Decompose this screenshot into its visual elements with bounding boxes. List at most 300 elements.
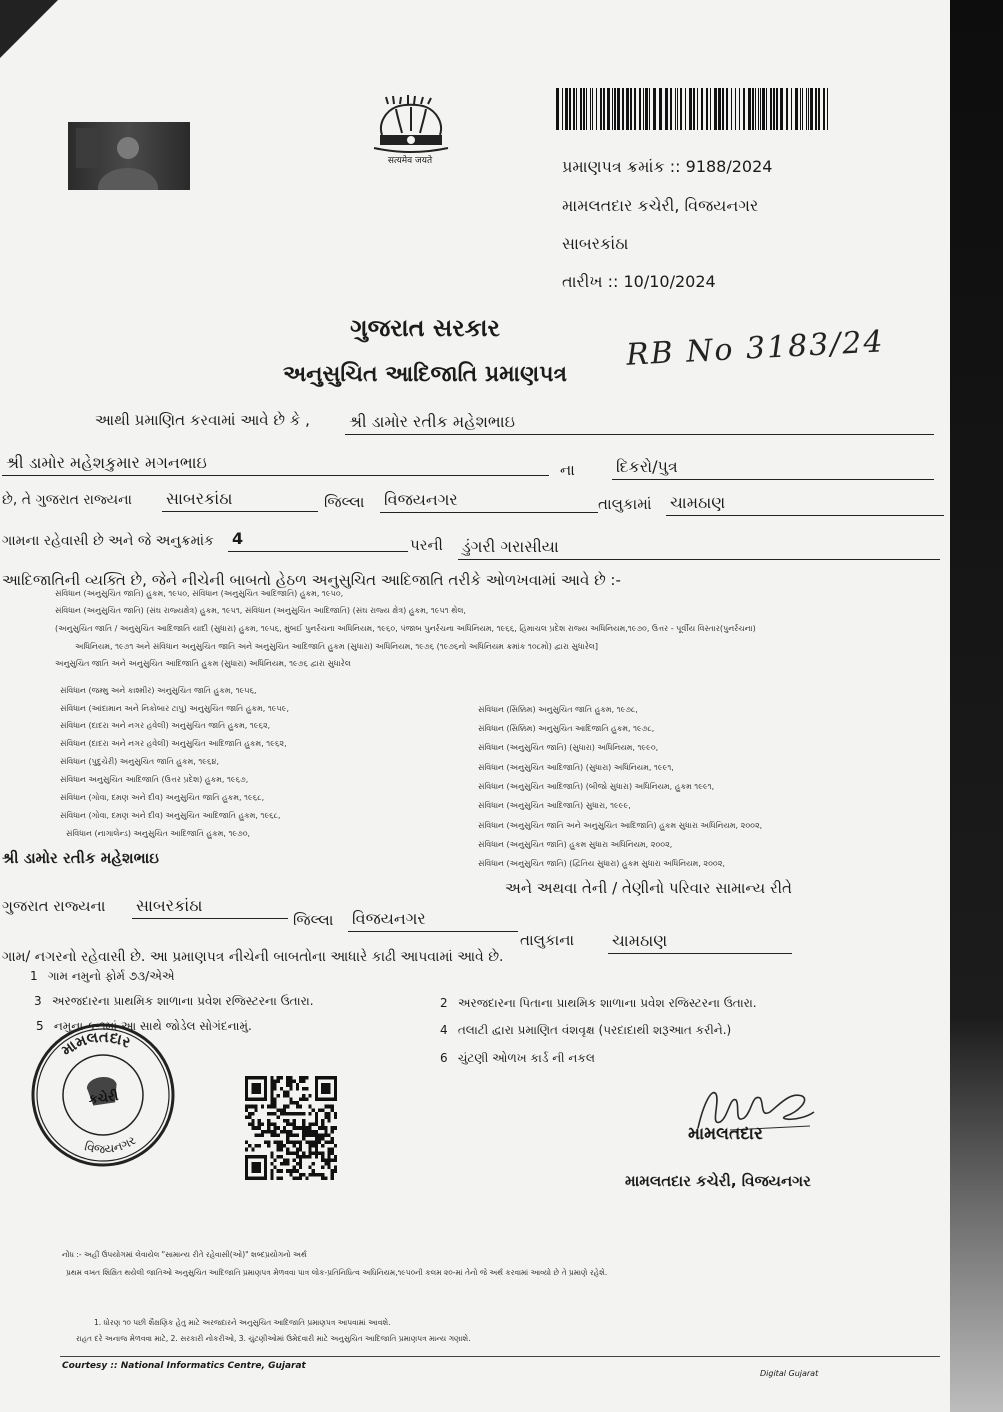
qr-module [334,1166,337,1170]
qr-module [318,1098,321,1102]
barcode-bar [776,88,778,130]
qr-module [251,1169,254,1173]
qr-module [334,1087,337,1091]
barcode-bar [562,88,563,130]
qr-module [296,1112,299,1116]
qr-module [315,1148,318,1152]
qr-module [315,1137,318,1141]
qr-module [296,1133,299,1137]
qr-module [327,1105,330,1109]
qr-module [255,1169,258,1173]
qr-module [293,1176,296,1180]
issue-date: 10/10/2024 [623,272,716,291]
qr-module [277,1144,280,1148]
qr-module [305,1141,308,1145]
qr-module [270,1094,273,1098]
barcode-bar [766,88,767,130]
barcode-bar [622,88,624,130]
qr-module [274,1098,277,1102]
barcode-bar [718,88,721,130]
acts-left-item: સંવિધાન (જમ્મુ અને કાશ્મીર) અનુસુચિત જાતિ હુકમ, ૧૯૫૬, [60,686,257,695]
qr-module [331,1148,334,1152]
barcode-bar [634,88,636,130]
qr-module [274,1166,277,1170]
qr-module [267,1144,270,1148]
qr-module [251,1087,254,1091]
acts-left-item: સંવિધાન (દાદરા અને નગર હવેલી) અનુસુચિત આદિજાતિ હુકમ, ૧૯૬૨, [60,739,287,748]
qr-module [327,1166,330,1170]
qr-module [315,1133,318,1137]
qr-module [270,1080,273,1084]
qr-module [289,1151,292,1155]
qr-module [331,1169,334,1173]
qr-module [286,1119,289,1123]
qr-module [274,1101,277,1105]
qr-module [270,1133,273,1137]
qr-module [280,1148,283,1152]
qr-module [245,1141,248,1145]
qr-module [321,1098,324,1102]
qr-module [270,1090,273,1094]
qr-module [293,1169,296,1173]
barcode-bar [697,88,698,130]
barcode-bar [791,88,792,130]
qr-module [315,1144,318,1148]
qr-module [245,1148,248,1152]
qr-module [255,1090,258,1094]
qr-module [255,1076,258,1080]
qr-module [274,1087,277,1091]
qr-module [324,1158,327,1162]
qr-module [270,1112,273,1116]
qr-module [321,1173,324,1177]
barcode-bar [773,88,775,130]
qr-module [331,1076,334,1080]
qr-module [277,1080,280,1084]
qr-module [293,1166,296,1170]
qr-module [258,1098,261,1102]
qr-module [264,1080,267,1084]
resident-person-name: શ્રી ડામોર રતીક મહેશભાઇ [2,849,159,867]
qr-module [331,1126,334,1130]
qr-module [327,1155,330,1159]
acts-intro-line: અધિનિયમ, ૧૯૭૧ અને સંવિધાન અનુસુચિત જાતિ અને અનુસુચિત આદિજાતિ હુકમ (સુધારા) અધિનિયમ, ૧૯૭૬ (૧૯૭૬નો અધિનિયમ ક્રમાંક ૧૦૮મો) દ્વારા સુધારેલ] [75,642,599,651]
qr-module [280,1176,283,1180]
barcode-bar [806,88,807,130]
barcode-bar [596,88,597,130]
qr-module [293,1112,296,1116]
qr-module [302,1119,305,1123]
barcode-bar [714,88,717,130]
barcode-bar [760,88,761,130]
qr-module [245,1176,248,1180]
qr-module [331,1151,334,1155]
acts-left-item: સંવિધાન અનુસુચિત આદિજાતિ (ઉત્તર પ્રદેશ) હુકમ, ૧૯૬૭, [60,775,249,784]
basis-item [34,993,424,1009]
qr-module [245,1115,248,1119]
qr-module [296,1083,299,1087]
qr-module [248,1112,251,1116]
acts-intro-line: અનુસુચિત જાતિ અને અનુસુચિત આદિજાતિ હુકમ (સુધારા) અધિનિયમ, ૧૯૭૬ દ્વારા સુધારેલ [55,659,351,668]
qr-module [258,1166,261,1170]
qr-module [318,1137,321,1141]
qr-module [302,1133,305,1137]
qr-module [289,1083,292,1087]
qr-module [267,1105,270,1109]
qr-module [264,1098,267,1102]
district-label: જિલ્લા [324,493,365,511]
qr-module [296,1087,299,1091]
qr-module [299,1098,302,1102]
barcode-bar [752,88,754,130]
barcode-bar [685,88,686,130]
qr-module [251,1105,254,1109]
qr-module [327,1148,330,1152]
qr-module [312,1144,315,1148]
national-emblem-icon [368,95,453,157]
qr-module [324,1130,327,1134]
qr-module [258,1162,261,1166]
qr-module [299,1144,302,1148]
qr-module [305,1087,308,1091]
qr-module [305,1076,308,1080]
barcode-bar [748,88,751,130]
basis-item-number: 1 [30,969,38,983]
qr-module [302,1080,305,1084]
qr-module [286,1080,289,1084]
qr-module [299,1076,302,1080]
qr-module [251,1076,254,1080]
barcode-bar [743,88,745,130]
qr-module [258,1090,261,1094]
qr-module [289,1141,292,1145]
qr-module [312,1108,315,1112]
qr-module [331,1108,334,1112]
qr-module [274,1130,277,1134]
qr-module [261,1105,264,1109]
qr-module [245,1087,248,1091]
qr-module [286,1158,289,1162]
qr-module [293,1126,296,1130]
qr-module [318,1141,321,1145]
qr-module [324,1090,327,1094]
qr-code [245,1076,337,1180]
barcode-bar [677,88,678,130]
barcode-bar [665,88,668,130]
qr-module [264,1141,267,1145]
qr-module [267,1119,270,1123]
barcode [556,88,831,130]
barcode-bar [802,88,803,130]
qr-module [321,1137,324,1141]
qr-module [289,1130,292,1134]
qr-module [327,1162,330,1166]
qr-module [274,1133,277,1137]
qr-module [308,1148,311,1152]
qr-module [293,1158,296,1162]
qr-module [299,1162,302,1166]
qr-module [251,1119,254,1123]
qr-module [270,1130,273,1134]
qr-module [245,1166,248,1170]
barcode-bar [815,88,817,130]
qr-module [251,1148,254,1152]
taluka-value: વિજયનગર [380,489,598,513]
basis-item-number: 6 [440,1051,448,1065]
qr-module [251,1123,254,1127]
qr-module [264,1155,267,1159]
qr-module [299,1148,302,1152]
qr-module [302,1130,305,1134]
qr-module [318,1108,321,1112]
qr-module [245,1080,248,1084]
acts-intro-line: સંવિધાન (અનુસુચિત જાતિ) (સંઘ રાજ્યક્ષેત્ર) હુકમ, ૧૯૫૧, સંવિધાન (અનુસુચિત આદિજાતિ) (સંઘ રાજ્ય ક્ષેત્ર) હુકમ, ૧૯૫૧ થેલ, [55,606,466,615]
qr-module [327,1098,330,1102]
qr-module [258,1155,261,1159]
barcode-bar [800,88,801,130]
qr-module [296,1148,299,1152]
qr-module [308,1173,311,1177]
qr-module [324,1133,327,1137]
residence-state-text: ગુજરાત રાજ્યના [2,897,106,915]
qr-module [318,1126,321,1130]
acts-right-item: સંવિધાન (અનુસુચિત જાતિ) (સુધારા) અધિનિયમ, ૧૯૯૦, [478,743,659,752]
seal-center-text: કચેરી [87,1088,120,1108]
certificate-number-row [562,157,942,177]
qr-module [286,1137,289,1141]
qr-module [315,1119,318,1123]
qr-module [293,1101,296,1105]
qr-module [280,1144,283,1148]
qr-module [286,1148,289,1152]
qr-module [286,1141,289,1145]
serial-number: 4 [228,528,408,552]
qr-module [280,1141,283,1145]
qr-module [321,1090,324,1094]
qr-module [293,1123,296,1127]
qr-module [321,1144,324,1148]
qr-module [261,1155,264,1159]
qr-module [315,1130,318,1134]
qr-module [321,1083,324,1087]
acts-intro-line: (અનુસુચિત જાતિ / અનુસુચિત આદિજાતિ યાદી (સુધારા) હુકમ, ૧૯૫૬, મુંબઈ પુનર્રચના અધિનિયમ, ૧૯૬૦, પંજાબ પુનર્રચના અધિનિયમ, ૧૯૬૬, હિમાચલ પ્રદેશ રાજ્ય અધિનિયમ,૧૯૭૦, ઉત્તર - પૂર્વીય વિસ્તાર(પુનર્રચના) [55,624,756,633]
qr-module [267,1112,270,1116]
qr-module [305,1126,308,1130]
qr-module [251,1155,254,1159]
barcode-bar [617,88,620,130]
qr-module [334,1115,337,1119]
barcode-bar [810,88,813,130]
qr-module [270,1076,273,1080]
qr-module [293,1141,296,1145]
barcode-bar [701,88,703,130]
qr-module [280,1162,283,1166]
qr-module [299,1112,302,1116]
qr-module [286,1162,289,1166]
qr-module [258,1169,261,1173]
qr-module [248,1123,251,1127]
qr-module [258,1133,261,1137]
qr-module [270,1176,273,1180]
basis-item [440,1050,900,1066]
qr-module [324,1176,327,1180]
declaration-text: આદિજાતિની વ્યક્તિ છે, જેને નીચેની બાબતો હેઠળ અનુસુચિત આદિજાતિ તરીકે ઓળખવામાં આવે છે :- [2,571,621,589]
acts-intro-line: સંવિધાન (અનુસુચિત જાતિ) હુકમ, ૧૯૫૦, સંવિધાન (અનુસુચિત આદિજાતિ) હુકમ, ૧૯૫૦, [55,589,344,598]
qr-module [302,1173,305,1177]
qr-module [283,1162,286,1166]
qr-module [267,1130,270,1134]
official-seal [18,1010,187,1179]
qr-module [267,1123,270,1127]
qr-module [334,1169,337,1173]
qr-module [270,1155,273,1159]
qr-module [267,1141,270,1145]
qr-module [255,1176,258,1180]
qr-module [331,1130,334,1134]
qr-module [324,1141,327,1145]
residence-district-label: જિલ્લા [293,911,334,929]
qr-module [327,1115,330,1119]
qr-module [321,1087,324,1091]
qr-module [270,1169,273,1173]
barcode-bar [614,88,616,130]
barcode-bar [735,88,736,130]
barcode-bar [659,88,662,130]
qr-module [305,1098,308,1102]
qr-module [318,1173,321,1177]
qr-module [264,1130,267,1134]
qr-module [308,1141,311,1145]
qr-module [280,1087,283,1091]
qr-module [331,1137,334,1141]
qr-module [324,1105,327,1109]
barcode-bar [583,88,585,130]
qr-module [270,1087,273,1091]
qr-module [321,1158,324,1162]
certificate-number: 9188/2024 [685,157,773,176]
tribe-name: ડુંગરી ગરાસીયા [458,536,940,560]
qr-module [258,1126,261,1130]
qr-module [277,1126,280,1130]
qr-module [261,1130,264,1134]
basis-item-number: 4 [440,1023,448,1037]
barcode-bar [590,88,591,130]
qr-module [289,1112,292,1116]
barcode-bar [630,88,632,130]
qr-module [327,1141,330,1145]
applicant-name: શ્રી ડામોર રતીક મહેશભાઇ [345,411,934,435]
qr-module [280,1169,283,1173]
qr-module [267,1126,270,1130]
qr-module [264,1087,267,1091]
qr-module [296,1162,299,1166]
qr-module [286,1090,289,1094]
qr-module [293,1144,296,1148]
issue-date-row [562,272,942,292]
qr-module [302,1123,305,1127]
qr-module [315,1098,318,1102]
qr-module [286,1169,289,1173]
acts-right-item: સંવિધાન (સિક્કિમ) અનુસુચિત આદિજાતિ હુકમ, ૧૯૭૮, [478,724,655,733]
qr-module [315,1141,318,1145]
qr-module [321,1108,324,1112]
qr-module [261,1176,264,1180]
qr-module [277,1148,280,1152]
qr-module [308,1133,311,1137]
seal-bottom-text: વિજયનગર [82,1133,139,1157]
qr-module [318,1133,321,1137]
qr-module [286,1112,289,1116]
barcode-bar [649,88,650,130]
qr-module [264,1173,267,1177]
qr-module [296,1126,299,1130]
qr-module [270,1123,273,1127]
qr-module [324,1098,327,1102]
barcode-bar [755,88,756,130]
footer-note-line: નોંધ :- અહીં ઉપયોગમાં લેવાયેલ "સામાન્ય રીતે રહેવાસી(ઓ)" શબ્દપ્રયોગનો અર્થ [62,1250,307,1259]
qr-module [274,1158,277,1162]
certificate-number-label: પ્રમાણપત્ર ક્રમાંક :: [562,157,681,176]
qr-module [245,1169,248,1173]
qr-module [315,1123,318,1127]
barcode-bar [556,88,559,130]
qr-module [315,1115,318,1119]
qr-module [321,1151,324,1155]
qr-module [296,1105,299,1109]
qr-module [289,1087,292,1091]
qr-module [245,1094,248,1098]
qr-module [334,1098,337,1102]
qr-module [289,1080,292,1084]
qr-module [327,1087,330,1091]
qr-module [258,1119,261,1123]
barcode-bar [689,88,692,130]
qr-module [324,1162,327,1166]
qr-module [315,1087,318,1091]
government-title: ગુજરાત સરકાર [350,314,500,342]
barcode-bar [823,88,825,130]
qr-module [315,1090,318,1094]
barcode-bar [653,88,656,130]
basis-item-number: 5 [36,1019,44,1033]
qr-module [308,1166,311,1170]
qr-module [315,1094,318,1098]
qr-module [264,1166,267,1170]
qr-module [270,1151,273,1155]
qr-module [308,1151,311,1155]
barcode-bar [731,88,732,130]
on-text: પરની [410,536,443,554]
qr-module [321,1119,324,1123]
barcode-bar [603,88,605,130]
barcode-bar [645,88,648,130]
qr-module [251,1098,254,1102]
qr-module [299,1173,302,1177]
qr-module [312,1162,315,1166]
courtesy-text: Courtesy :: National Informatics Centre, Gujarat [62,1361,306,1371]
acts-right-item: સંવિધાન (અનુસુચિત આદિજાતિ) (સુધારા) અધિનિયમ, ૧૯૯૧, [478,763,674,772]
qr-module [283,1144,286,1148]
scan-edge-corner [0,0,58,58]
qr-module [289,1123,292,1127]
qr-module [264,1162,267,1166]
basis-item-text: અરજદારના પિતાના પ્રાથમિક શાળાના પ્રવેશ રજિસ્ટરના ઉતારા. [457,996,757,1010]
barcode-bar [670,88,672,130]
scan-edge-right [950,0,1003,1412]
qr-module [277,1076,280,1080]
qr-module [283,1094,286,1098]
qr-module [248,1105,251,1109]
